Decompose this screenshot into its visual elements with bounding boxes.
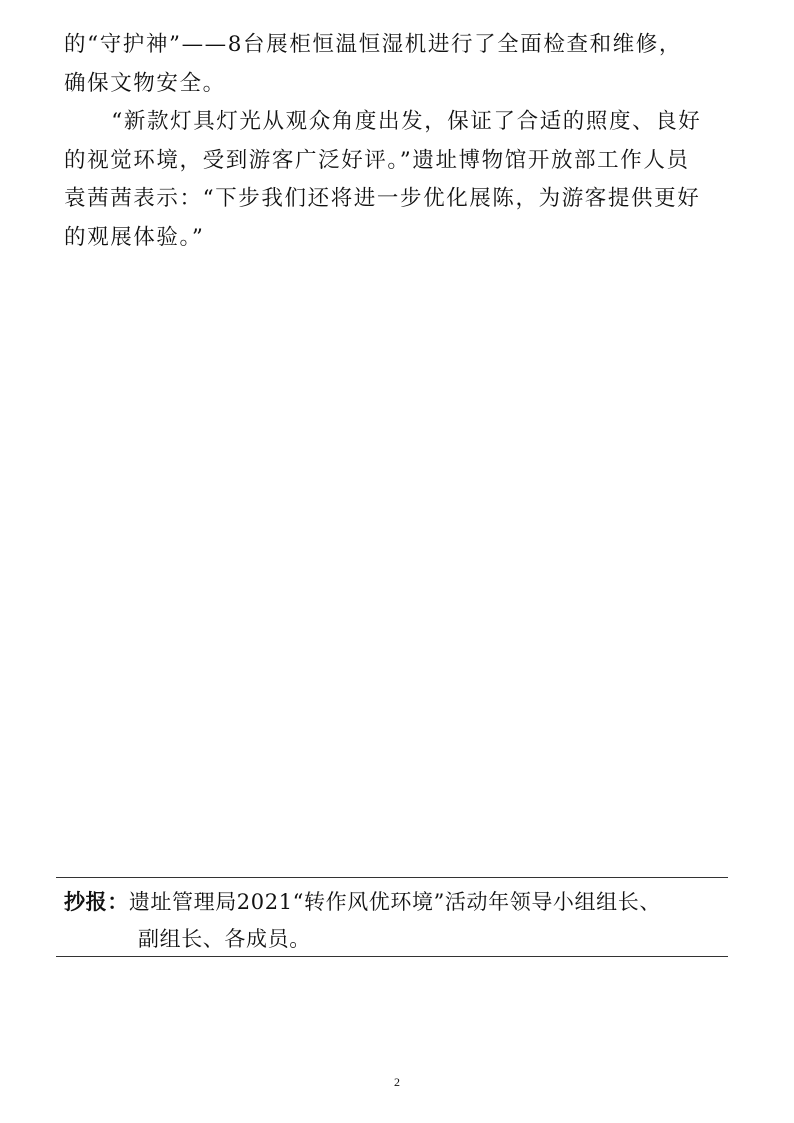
text-line: 的观展体验。” bbox=[64, 224, 205, 250]
cc-divider-top bbox=[56, 877, 728, 878]
body-paragraph-continued bbox=[64, 26, 744, 103]
cc-label: 抄报： bbox=[64, 890, 129, 914]
text-line: 袁茜茜表示：“下步我们还将进一步优化展陈，为游客提供更好 bbox=[64, 186, 701, 211]
text-line: 的视觉环境，受到游客广泛好评。”遗址博物馆开放部工作人员 bbox=[64, 147, 690, 173]
body-paragraph-quote bbox=[64, 103, 744, 257]
document-body bbox=[64, 26, 744, 257]
text-line: 确保文物安全。 bbox=[64, 70, 226, 96]
cc-line bbox=[64, 884, 744, 921]
cc-divider-bottom bbox=[56, 956, 728, 957]
cc-line-continued: 副组长、各成员。 bbox=[138, 927, 311, 951]
page-number: 2 bbox=[394, 1075, 400, 1089]
text-line: “新款灯具灯光从观众角度出发，保证了合适的照度、良好 bbox=[111, 109, 702, 134]
cc-recipients-text: 遗址管理局2021“转作风优环境”活动年领导小组组长、 bbox=[128, 890, 661, 914]
cc-recipients bbox=[64, 884, 744, 958]
text-line: 的“守护神”——8台展柜恒温恒湿机进行了全面检查和维修， bbox=[64, 32, 682, 57]
